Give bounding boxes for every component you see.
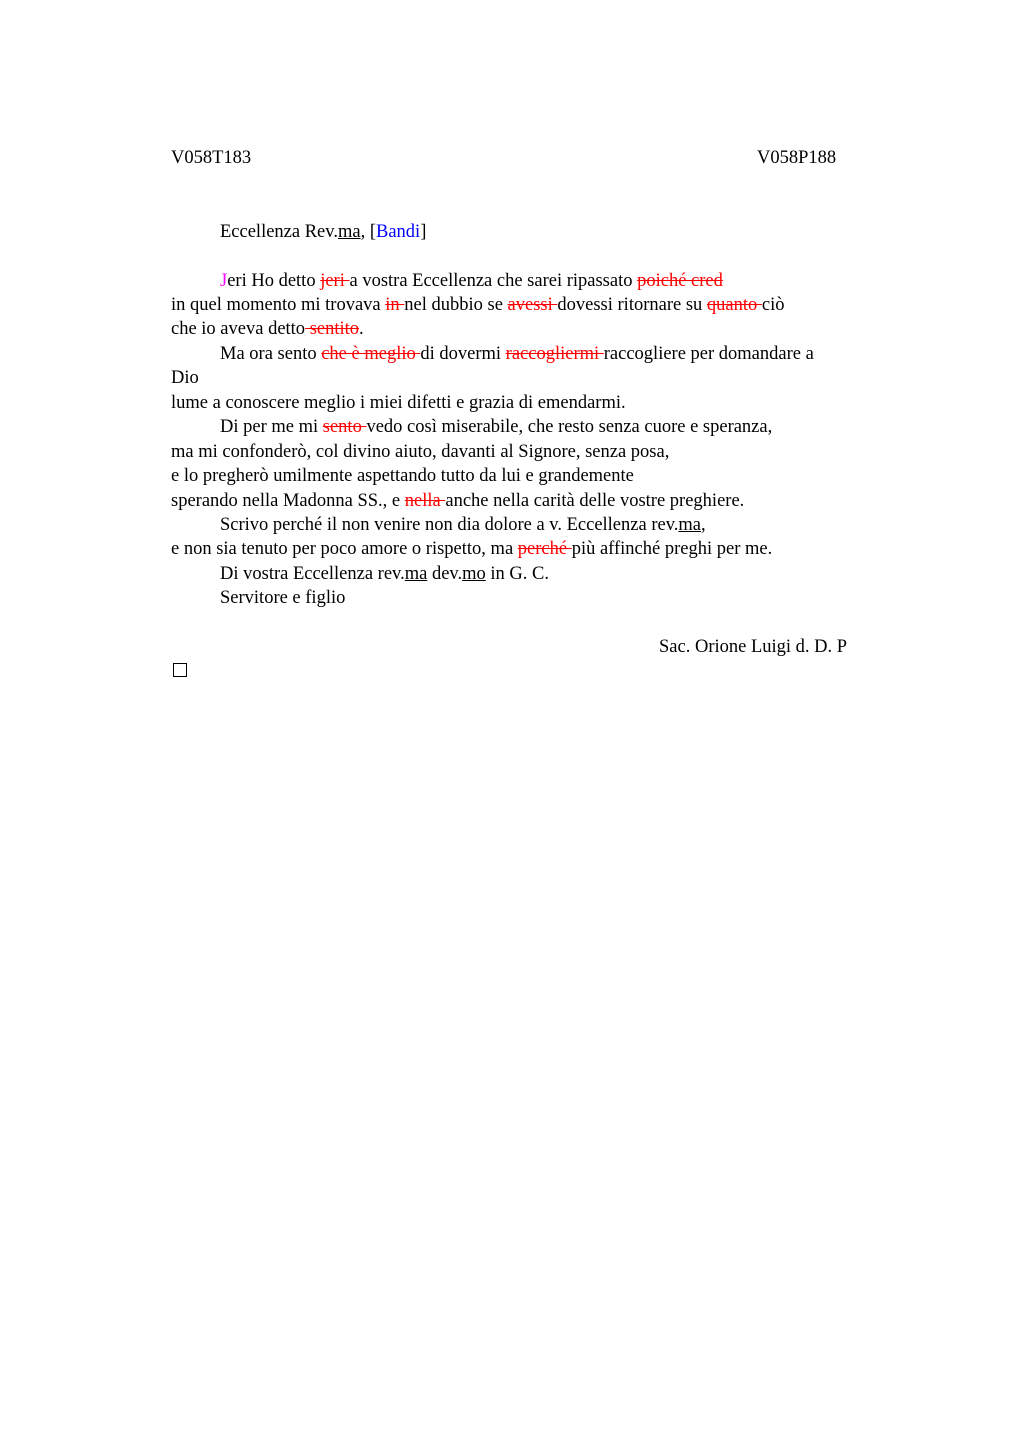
text-segment: in quel momento mi trovava	[171, 295, 386, 315]
salutation-separator: ,	[360, 222, 370, 242]
deleted-text: perché	[517, 539, 572, 559]
document-code-right: V058P188	[757, 148, 837, 168]
paragraph4-line2	[171, 538, 772, 560]
initial-letter: J	[220, 271, 228, 291]
text-segment: Di vostra Eccellenza rev.	[220, 564, 405, 584]
abbreviation: ma	[678, 515, 701, 535]
deleted-text: in	[385, 295, 405, 315]
closing-line2: Servitore e figlio	[220, 588, 346, 608]
deleted-text: avessi	[507, 295, 558, 315]
deleted-text: poiché cred	[637, 271, 723, 291]
signature: Sac. Orione Luigi d. D. P	[659, 637, 848, 657]
abbreviation: ma	[404, 564, 428, 584]
text-segment: che io aveva detto	[171, 319, 306, 339]
text-segment: eri Ho detto	[227, 271, 321, 291]
paragraph2-line3: lume a conoscere meglio i miei difetti e grazia di emendarmi.	[171, 393, 626, 413]
text-segment: dev.	[427, 564, 463, 584]
deleted-text: jeri	[320, 271, 350, 291]
text-segment: di dovermi	[420, 344, 506, 364]
deleted-text: nella	[404, 491, 446, 511]
deleted-text: che è meglio	[321, 344, 421, 364]
text-segment: .	[359, 319, 364, 339]
paragraph1-line1	[220, 270, 723, 292]
text-segment: Di per me mi	[220, 417, 323, 437]
paragraph3-line1	[220, 416, 772, 438]
paragraph1-line2	[171, 294, 785, 316]
text-segment: in G. C.	[485, 564, 549, 584]
text-segment: ciò	[761, 295, 785, 315]
text-segment: Ma ora sento	[220, 344, 322, 364]
salutation-abbr: ma	[337, 222, 361, 242]
paragraph3-line4	[171, 490, 744, 512]
salutation-text: Eccellenza Rev.	[220, 222, 338, 242]
bracket-close: ]	[420, 222, 427, 242]
paragraph2-line1	[220, 343, 814, 365]
abbreviation: mo	[462, 564, 486, 584]
deleted-text: sentito	[305, 319, 360, 339]
document-code-left: V058T183	[171, 148, 252, 168]
paragraph4-line1	[220, 514, 706, 536]
deleted-text: quanto	[706, 295, 762, 315]
salutation	[220, 221, 426, 243]
text-segment: raccogliere per domandare a	[603, 344, 814, 364]
text-segment: Scrivo perché il non venire non dia dolore a v. Eccellenza rev.	[220, 515, 679, 535]
text-segment: e non sia tenuto per poco amore o rispetto, ma	[171, 539, 518, 559]
deleted-text: raccogliermi	[505, 344, 604, 364]
text-segment: sperando nella Madonna SS., e	[171, 491, 405, 511]
paragraph1-line3	[171, 318, 364, 340]
deleted-text: sento	[322, 417, 367, 437]
text-segment: nel dubbio se	[404, 295, 508, 315]
text-segment: anche nella carità delle vostre preghiere.	[445, 491, 745, 511]
recipient-name: Bandi	[375, 222, 421, 242]
paragraph3-line3: e lo pregherò umilmente aspettando tutto da lui e grandemente	[171, 466, 634, 486]
closing-line1	[220, 563, 549, 585]
text-segment: vedo così miserabile, che resto senza cuore e speranza,	[366, 417, 773, 437]
text-segment: a vostra Eccellenza che sarei ripassato	[349, 271, 638, 291]
paragraph2-line2: Dio	[171, 368, 199, 388]
text-segment: ,	[700, 515, 706, 535]
bracket-open: [	[369, 222, 376, 242]
end-marker-box-icon	[173, 663, 187, 677]
paragraph3-line2: ma mi confonderò, col divino aiuto, davanti al Signore, senza posa,	[171, 442, 670, 462]
text-segment: più affinché preghi per me.	[571, 539, 773, 559]
text-segment: dovessi ritornare su	[557, 295, 707, 315]
